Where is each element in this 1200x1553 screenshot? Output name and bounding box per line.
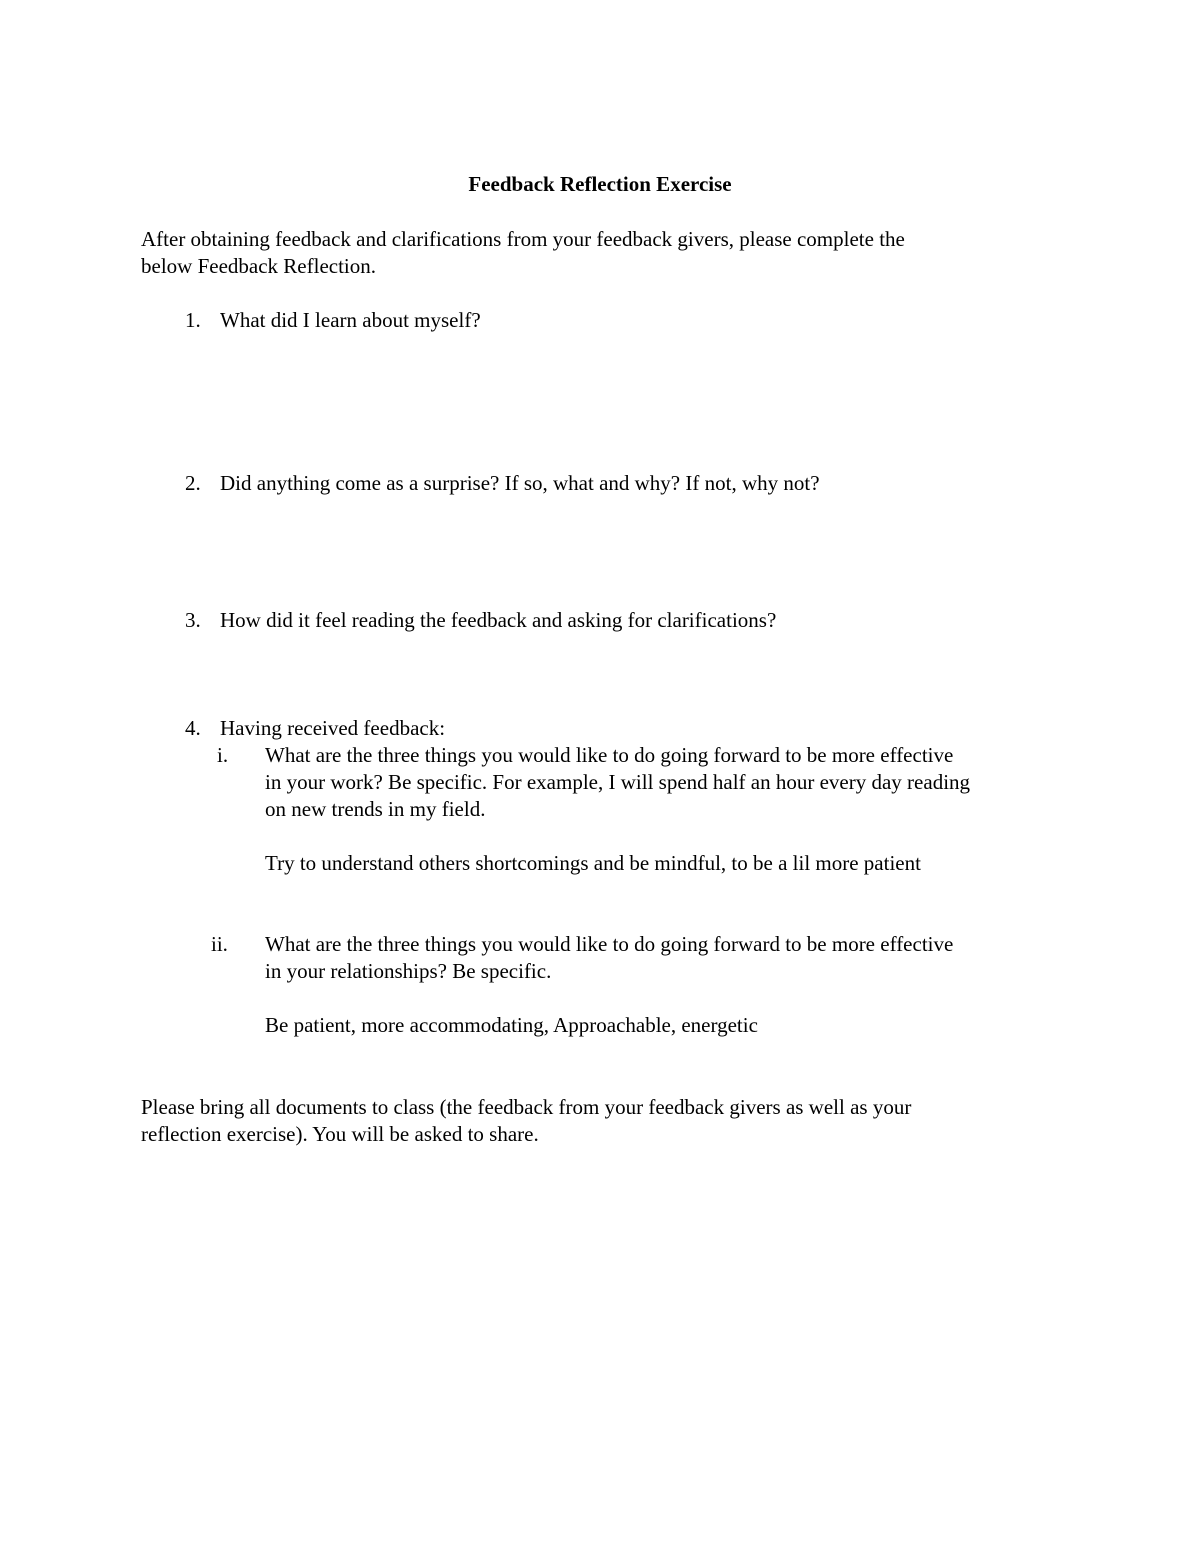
intro-line-2: below Feedback Reflection. [141,254,376,278]
question-number: 1. [185,308,201,332]
answer-ii: Be patient, more accommodating, Approachable, energetic [265,1013,758,1037]
question-number: 4. [185,716,201,740]
question-4 [185,715,1065,742]
intro-paragraph [141,226,1041,280]
subquestion-i [265,742,1065,823]
question-text: Did anything come as a surprise? If so, what and why? If not, why not? [220,471,820,495]
question-text: How did it feel reading the feedback and asking for clarifications? [220,608,777,632]
closing-paragraph [141,1094,1041,1148]
question-1 [185,307,1065,334]
subquestion-ii [265,931,1065,985]
subquestion-line: in your work? Be specific. For example, I will spend half an hour every day reading [265,770,971,794]
question-number: 3. [185,608,201,632]
subquestion-number: ii. [211,932,228,956]
subquestion-line: What are the three things you would like to do going forward to be more effective [265,743,954,767]
question-3 [185,607,1065,634]
question-2 [185,470,1065,497]
closing-line-2: reflection exercise). You will be asked to share. [141,1122,539,1146]
subquestion-line: in your relationships? Be specific. [265,959,552,983]
question-text: What did I learn about myself? [220,308,481,332]
answer-i: Try to understand others shortcomings and be mindful, to be a lil more patient [265,851,921,875]
closing-line-1: Please bring all documents to class (the feedback from your feedback givers as well as your [141,1095,912,1119]
subquestion-number: i. [217,743,229,767]
subquestion-line: What are the three things you would like to do going forward to be more effective [265,932,954,956]
question-number: 2. [185,471,201,495]
question-text: Having received feedback: [220,716,446,740]
subquestion-line: on new trends in my field. [265,797,486,821]
document-title: Feedback Reflection Exercise [468,172,732,196]
intro-line-1: After obtaining feedback and clarifications from your feedback givers, please complete the [141,227,905,251]
